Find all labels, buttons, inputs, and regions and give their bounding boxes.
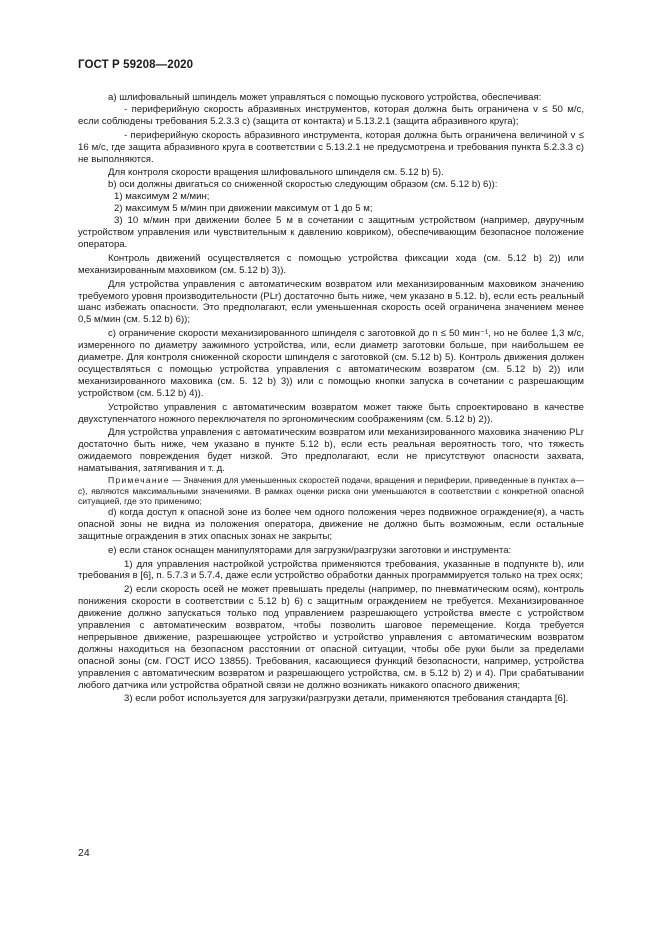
note-paragraph — [78, 475, 584, 507]
paragraph-a-item-2: - периферийную скорость абразивного инструмента, которая должна быть ограничена величиной v ≤ 16 м/с, где защита абразивного круга в соответствии с 5.13.2.1 не предусмотрена и требования пункта 5.2.3.3 c) не выполняются. — [78, 129, 584, 165]
paragraph-e: e) если станок оснащен манипуляторами для загрузки/разгрузки заготовки и инструмента: — [108, 544, 512, 556]
paragraph-a-item-1: - периферийную скорость абразивных инструментов, которая должна быть ограничена v ≤ 50 м/с, если соблюдены требования 5.2.3.3 c) (защита от контакта) и 5.13.2.1 (защита абразивного круга); — [78, 103, 584, 127]
paragraph-e-item-1: 1) для управления настройкой устройства применяются требования, указанные в подпункте b), или требования в [6], п. 5.7.3 и 5.7.4, даже если устройство обработки данных программируется только на трех осях; — [78, 558, 584, 582]
paragraph-c: c) ограничение скорости механизированного шпинделя с заготовкой до n ≤ 50 мин⁻¹, но не более 1,3 м/с, измеренного по диаметру зажимного устройства, или, если диаметр заготовки больше, при наибольшем ее диаметре. Для контроля сниженной скорости шпинделя с заготовкой (см. 5.12 b) 5). Контроль движения должен осуществляться с помощью устройства управления с автоматическим возвратом (см. 5.12 b) 2)) или механизированного маховика (см. 5. 12 b) 3)) или с помощью кнопки запуска в сочетании с разрешающим устройством (см. 5.12 b) 4)). — [78, 328, 584, 399]
paragraph-d: d) когда доступ к опасной зоне из более чем одного положения через подвижное ограждение(я), а часть опасной зоны не видна из положения оператора, движение не должно быть возможным, если остальные защитные ограждения в этих опасных зонах не закрыты; — [78, 506, 584, 542]
paragraph-e-item-2: 2) если скорость осей не может превышать пределы (например, по пневматическим осям), контроль понижения скорости в соответствии с 5.12 b) 6) с защитным ограждением не требуется. Механизированное движение должно запускаться только под управлением разрешающего устройства вместе с устройством управления с автоматическим возвратом, чтобы позволить шаговое перемещение. Когда требуется непрерывное движение, разрешающее устройство и устройство управления с автоматическим возвратом должны находиться на безопасном расстоянии от опасной ситуации, чтобы обе руки были за пределами опасной зоны (см. ГОСТ ИСО 13855). Требования, касающиеся функций безопасности, например, устройства управления с автоматическим возвратом и разрешающего устройства, см. в 5.12 b) 2) и 4). При срабатывании любого датчика или устройства обратной связи не должно возникать никакого опасного движения; — [78, 584, 584, 691]
paragraph-pl-b: Для устройства управления с автоматическим возвратом или механизированным маховиком значению требуемого уровня производительности (PLr) достаточно быть ниже, чем указано в 5.12. b), если есть реальный шанс избежать опасности. Это предполагают, если уменьшенная скорость осей ограничена значением менее 0,5 м/мин (см. 5.12 b) 6)); — [78, 278, 584, 326]
paragraph-b-item-1: 1) максимум 2 м/мин; — [114, 191, 210, 203]
paragraph-e-item-3: 3) если робот используется для загрузки/разгрузки детали, применяются требования стандарта [6]. — [124, 693, 569, 705]
document-body — [78, 92, 584, 705]
note-text: — Значения для уменьшенных скоростей подачи, вращения и периферии, приведенные в пунктах а—c), являются максимальными значениями. В рамках оценки риска они уменьшаются в соответствии с конкретной опасной ситуацией, где это применимо; — [78, 475, 584, 507]
paragraph-b-item-3: 3) 10 м/мин при движении более 5 м в сочетании с защитным устройством (например, двуручным устройством управления или чувствительным к давлению ковриком), обеспечивающим безопасное положение оператора. — [78, 215, 584, 250]
paragraph-foot-switch: Устройство управления с автоматическим возвратом может также быть спроектировано в качестве двухступенчатого ножного переключателя по эргономическим соображениям (см. 5.12 b) 2)). — [78, 401, 584, 425]
paragraph-a: а) шлифовальный шпиндель может управляться с помощью пускового устройства, обеспечивая: — [108, 92, 542, 103]
paragraph-grinding-control: Для контроля скорости вращения шлифовального шпинделя см. 5.12 b) 5). — [108, 167, 444, 179]
paragraph-b: b) оси должны двигаться со сниженной скоростью следующим образом (см. 5.12 b) 6)): — [108, 179, 498, 191]
page-number: 24 — [78, 847, 90, 859]
document-header: ГОСТ Р 59208—2020 — [78, 59, 194, 71]
paragraph-pl-c: Для устройства управления с автоматическим возвратом или механизированного маховика значению PLr достаточно быть ниже, чем указано в пункте 5.12 b), если есть реальная вероятность того, что тяжесть ожидаемого повреждения будет низкой. Это предполагают, если не присутствуют опасности захвата, наматывания, затягивания и т. д. — [78, 427, 584, 475]
note-label: Примечание — [108, 475, 170, 486]
paragraph-motion-control: Контроль движений осуществляется с помощью устройства фиксации хода (см. 5.12 b) 2)) или механизированным маховиком (см. 5.12 b) 3)). — [78, 252, 584, 276]
paragraph-b-item-2: 2) максимум 5 м/мин при движении максимум от 1 до 5 м; — [114, 203, 373, 215]
